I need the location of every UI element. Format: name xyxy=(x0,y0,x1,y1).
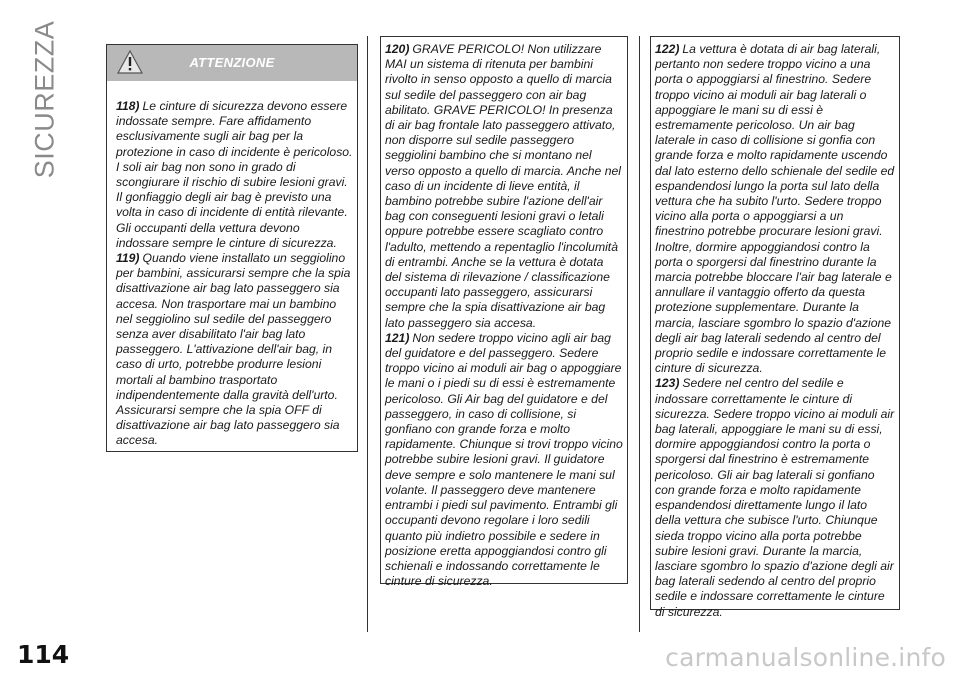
warning-box-continued xyxy=(650,36,900,619)
note-120: 120) GRAVE PERICOLO! Non utilizzare MAI un sistema di ritenuta per bambini rivolto in senso opposto a quello di marcia sul sedile del passeggero con air bag abilitato. GRAVE PERICOLO! In presenza di air bag frontale lato passeggero attivato, non disporre sul sedile passeggero seggiolini bambino che si montano nel verso opposto a quello di marcia. Anche nel caso di un incidente di lieve entità, il bambino potrebbe subire l'azione dell'air bag con conseguenti lesioni gravi o letali oppure potrebbe essere scagliato contro l'adulto, mettendo a repentaglio l'incolumità di entrambi. Anche se la vettura è dotata del sistema di rilevazione / classificazione occupanti lato passeggero, assicurarsi sempre che la spia disattivazione air bag lato passeggero sia accesa. xyxy=(385,42,621,330)
section-title-text: SICUREZZA xyxy=(29,20,60,178)
column-divider xyxy=(639,36,640,632)
warning-heading: ATTENZIONE xyxy=(189,55,275,71)
note-123: 123) Sedere nel centro del sedile e indossare correttamente le cinture di sicurezza. Sedere troppo vicino ai moduli air bag laterali, appoggiare le mani su di essi, dormire appoggiandosi contro la porta o sporgersi dal finestrino è estremamente pericoloso. Gli air bag laterali si gonfiano con grande forza e molto rapidamente espandendosi direttamente lungo il lato della vettura che subisce l'urto. Chiunque sieda troppo vicino alla porta potrebbe subire lesioni gravi. Durante la marcia, lasciare sgombro lo spazio d'azione degli air bag laterali sedendo al centro del proprio sedile e indossare correttamente le cinture di sicurezza. xyxy=(655,376,895,619)
column-divider xyxy=(367,36,368,632)
section-title xyxy=(14,20,76,178)
note-122: 122) La vettura è dotata di air bag laterali, pertanto non sedere troppo vicino a una porta o appoggiarsi al finestrino. Sedere troppo vicino ai moduli air bag laterali o appoggiare le mani su di essi è estremamente pericoloso. Un air bag laterale in caso di collisione si gonfia con grande forza e molto rapidamente uscendo dal lato esterno dello schienale del sedile ed espandendosi lungo la porta sul lato della vettura che ha subito l'urto. Sedere troppo vicino alla porta o appoggiarsi a un finestrino potrebbe procurare lesioni gravi. Inoltre, dormire appoggiandosi contro la porta o sporgersi dal finestrino durante la marcia potrebbe bloccare l'air bag laterale e annullare il vantaggio offerto da questa protezione supplementare. Durante la marcia, lasciare sgombro lo spazio d'azione degli air bag laterali sedendo al centro del proprio sedile e indossare correttamente le cinture di sicurezza. xyxy=(655,42,895,376)
note-118: 118) Le cinture di sicurezza devono essere indossate sempre. Fare affidamento esclusivamente sugli air bag per la protezione in caso di incidente è pericoloso. I soli air bag non sono in grado di scongiurare il rischio di subire lesioni gravi. Il gonfiaggio degli air bag è previsto una volta in caso di incidente di entità rilevante. Gli occupanti della vettura devono indossare sempre le cinture di sicurezza. xyxy=(116,99,353,250)
warning-box-continued xyxy=(380,36,628,589)
page-number: 114 xyxy=(17,640,70,669)
watermark: carmanualsonline.info xyxy=(665,643,946,672)
note-121: 121) Non sedere troppo vicino agli air bag del guidatore e del passeggero. Sedere troppo vicino ai moduli air bag o appoggiare le mani o i piedi su di essi è estremamente pericoloso. Gli Air bag del guidatore e del passeggero, in caso di collisione, si gonfiano con grande forza e molto rapidamente. Chiunque si trovi troppo vicino potrebbe subire lesioni gravi. Il guidatore deve sempre e solo mantenere le mani sul volante. Il passeggero deve mantenere entrambi i piedi sul pavimento. Entrambi gli occupanti devono regolare i loro sedili quanto più indietro possibile e sedere in posizione eretta appoggiandosi contro gli schienali e indossando correttamente le cinture di sicurezza. xyxy=(385,330,623,589)
warning-header xyxy=(107,45,357,81)
note-119: 119) Quando viene installato un seggiolino per bambini, assicurarsi sempre che la spia disattivazione air bag lato passeggero sia accesa. Non trasportare mai un bambino nel seggiolino sul sedile del passeggero senza aver disabilitato l'air bag lato passeggero. L'attivazione dell'air bag, in caso di urto, potrebbe produrre lesioni mortali al bambino trasportato indipendentemente dalla gravità dell'urto. Assicurarsi sempre che la spia OFF di disattivazione air bag lato passeggero sia accesa. xyxy=(116,251,351,448)
warning-box xyxy=(106,44,358,452)
warning-triangle-icon xyxy=(117,50,143,74)
